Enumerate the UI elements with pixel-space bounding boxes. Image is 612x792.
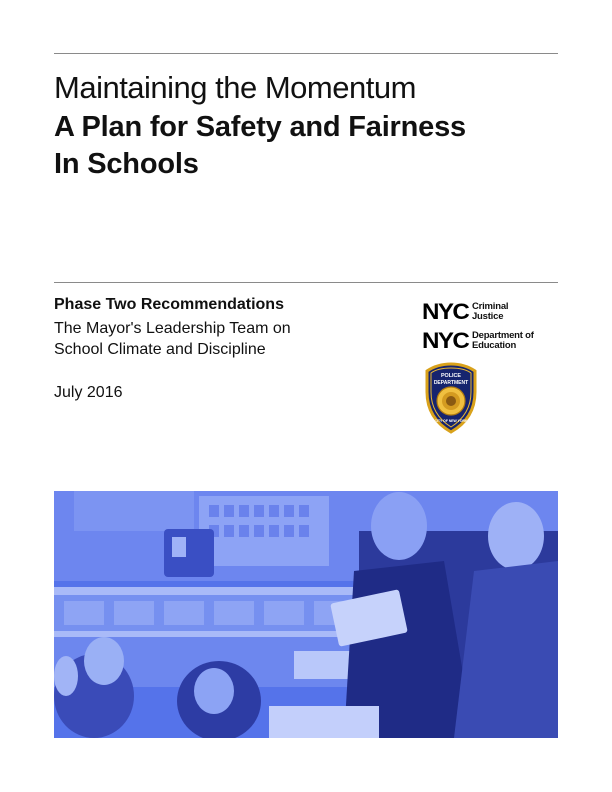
nyc-wordmark: NYC [422, 299, 469, 324]
team-name-line-2: School Climate and Discipline [54, 341, 266, 358]
nyc-criminal-justice-logo [422, 299, 509, 324]
nyc-wordmark: NYC [422, 328, 469, 353]
team-name [54, 318, 374, 360]
agency-name-line-1: Department of [471, 330, 534, 341]
badge-text-bottom: CITY OF NEW YORK [434, 419, 468, 423]
title-line-2: A Plan for Safety and Fairness In Schools [54, 111, 466, 180]
nypd-badge-icon [423, 362, 479, 434]
top-divider [54, 53, 558, 54]
agency-name-line-2: Justice [471, 311, 504, 322]
middle-divider [54, 282, 558, 283]
nyc-education-logo [422, 328, 534, 353]
phase-heading: Phase Two Recommendations [54, 296, 284, 313]
team-name-line-1: The Mayor's Leadership Team on [54, 320, 291, 337]
title-line-1: Maintaining the Momentum [54, 70, 416, 105]
agency-name [472, 331, 534, 351]
publication-date: July 2016 [54, 384, 123, 401]
badge-text-top: POLICE [440, 373, 462, 379]
agency-name-line-2: Education [471, 340, 517, 351]
agency-name [472, 302, 508, 322]
badge-text-middle: DEPARTMENT [433, 380, 469, 386]
agency-name-line-1: Criminal [471, 301, 509, 312]
classroom-photo [54, 491, 558, 738]
